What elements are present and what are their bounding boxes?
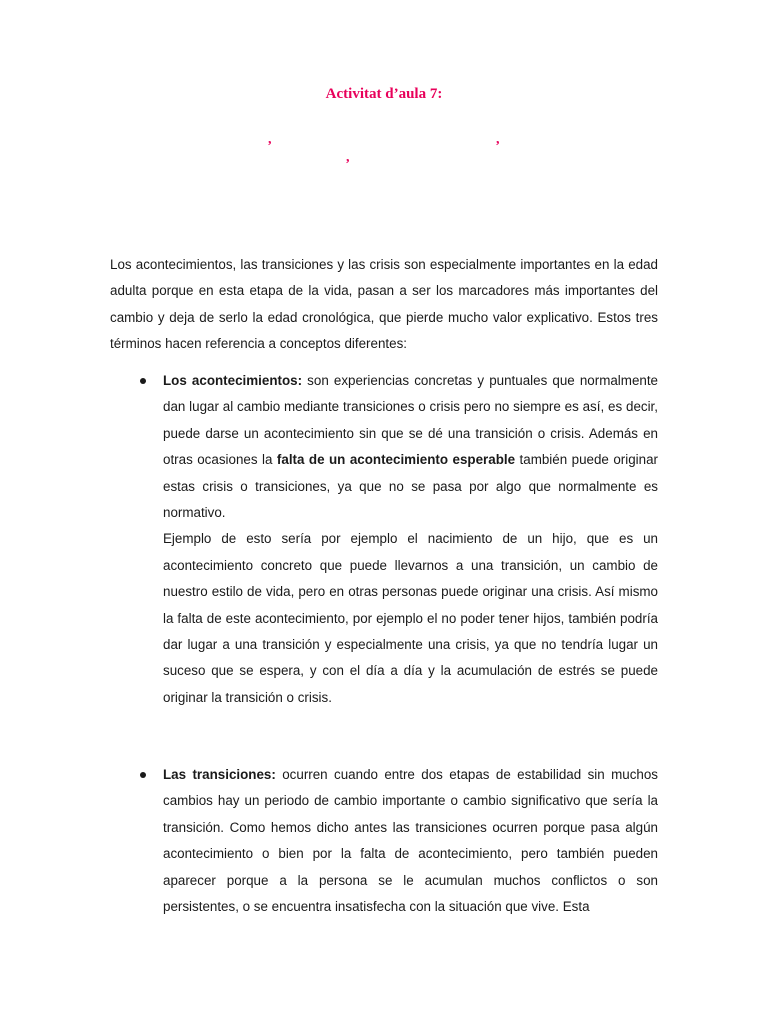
bullet-text: también puede originar estas crisis o transiciones, ya que no se pasa por algo que normalmente es normativo. (163, 452, 659, 521)
bullet-paragraph (163, 762, 658, 920)
title-comma: , (268, 132, 272, 147)
title-comma: , (346, 150, 350, 165)
bullet-transiciones (163, 762, 658, 920)
bullet-emphasis: falta de un acontecimiento esperable (276, 452, 516, 468)
bullet-text: ocurren cuando entre dos etapas de estabilidad sin muchos cambios hay un periodo de cambio importante o cambio significativo que sería la transición. Como hemos dicho antes las transiciones ocurren porque pasa algún acontecimiento o bien por la falta de acontecimiento, pero también pueden aparecer porque a la persona se le acumulan muchos conflictos o son persistentes, o se encuentra insatisfecha con la situación que vive. Esta (163, 767, 659, 915)
activity-title: Activitat d’aula 7: (325, 86, 443, 102)
title-comma: , (496, 132, 500, 147)
example-paragraph: Ejemplo de esto sería por ejemplo el nacimiento de un hijo, que es un acontecimiento concreto que puede llevarnos a una transición, un cambio de nuestro estilo de vida, pero en otras personas puede originar una crisis. Así mismo la falta de este acontecimiento, por ejemplo el no poder tener hijos, también podría dar lugar a una transición y especialmente una crisis, ya que no tendría lugar un suceso que se espera, y con el día a día y la acumulación de estrés se puede originar la transición o crisis. (163, 531, 658, 705)
bullet-acontecimientos (163, 368, 658, 711)
intro-paragraph: Los acontecimientos, las transiciones y las crisis son especialmente importantes en la edad adulta porque en esta etapa de la vida, pasan a ser los marcadores más importantes del cambio y deja de serlo la edad cronológica, que pierde mucho valor explicativo. Estos tres términos hacen referencia a conceptos diferentes: (110, 257, 658, 352)
bullet-text: son experiencias concretas y puntuales que normalmente dan lugar al cambio mediante transiciones o crisis pero no siempre es así, es decir, puede darse un acontecimiento sin que se dé una transición o crisis. Además en otras ocasiones la (163, 373, 659, 468)
bullet-term: Los acontecimientos: (163, 373, 303, 388)
bullet-icon (140, 772, 146, 778)
bullet-term: Las transiciones: (163, 767, 276, 782)
bullet-icon (140, 378, 146, 384)
bullet-paragraph (163, 368, 658, 526)
